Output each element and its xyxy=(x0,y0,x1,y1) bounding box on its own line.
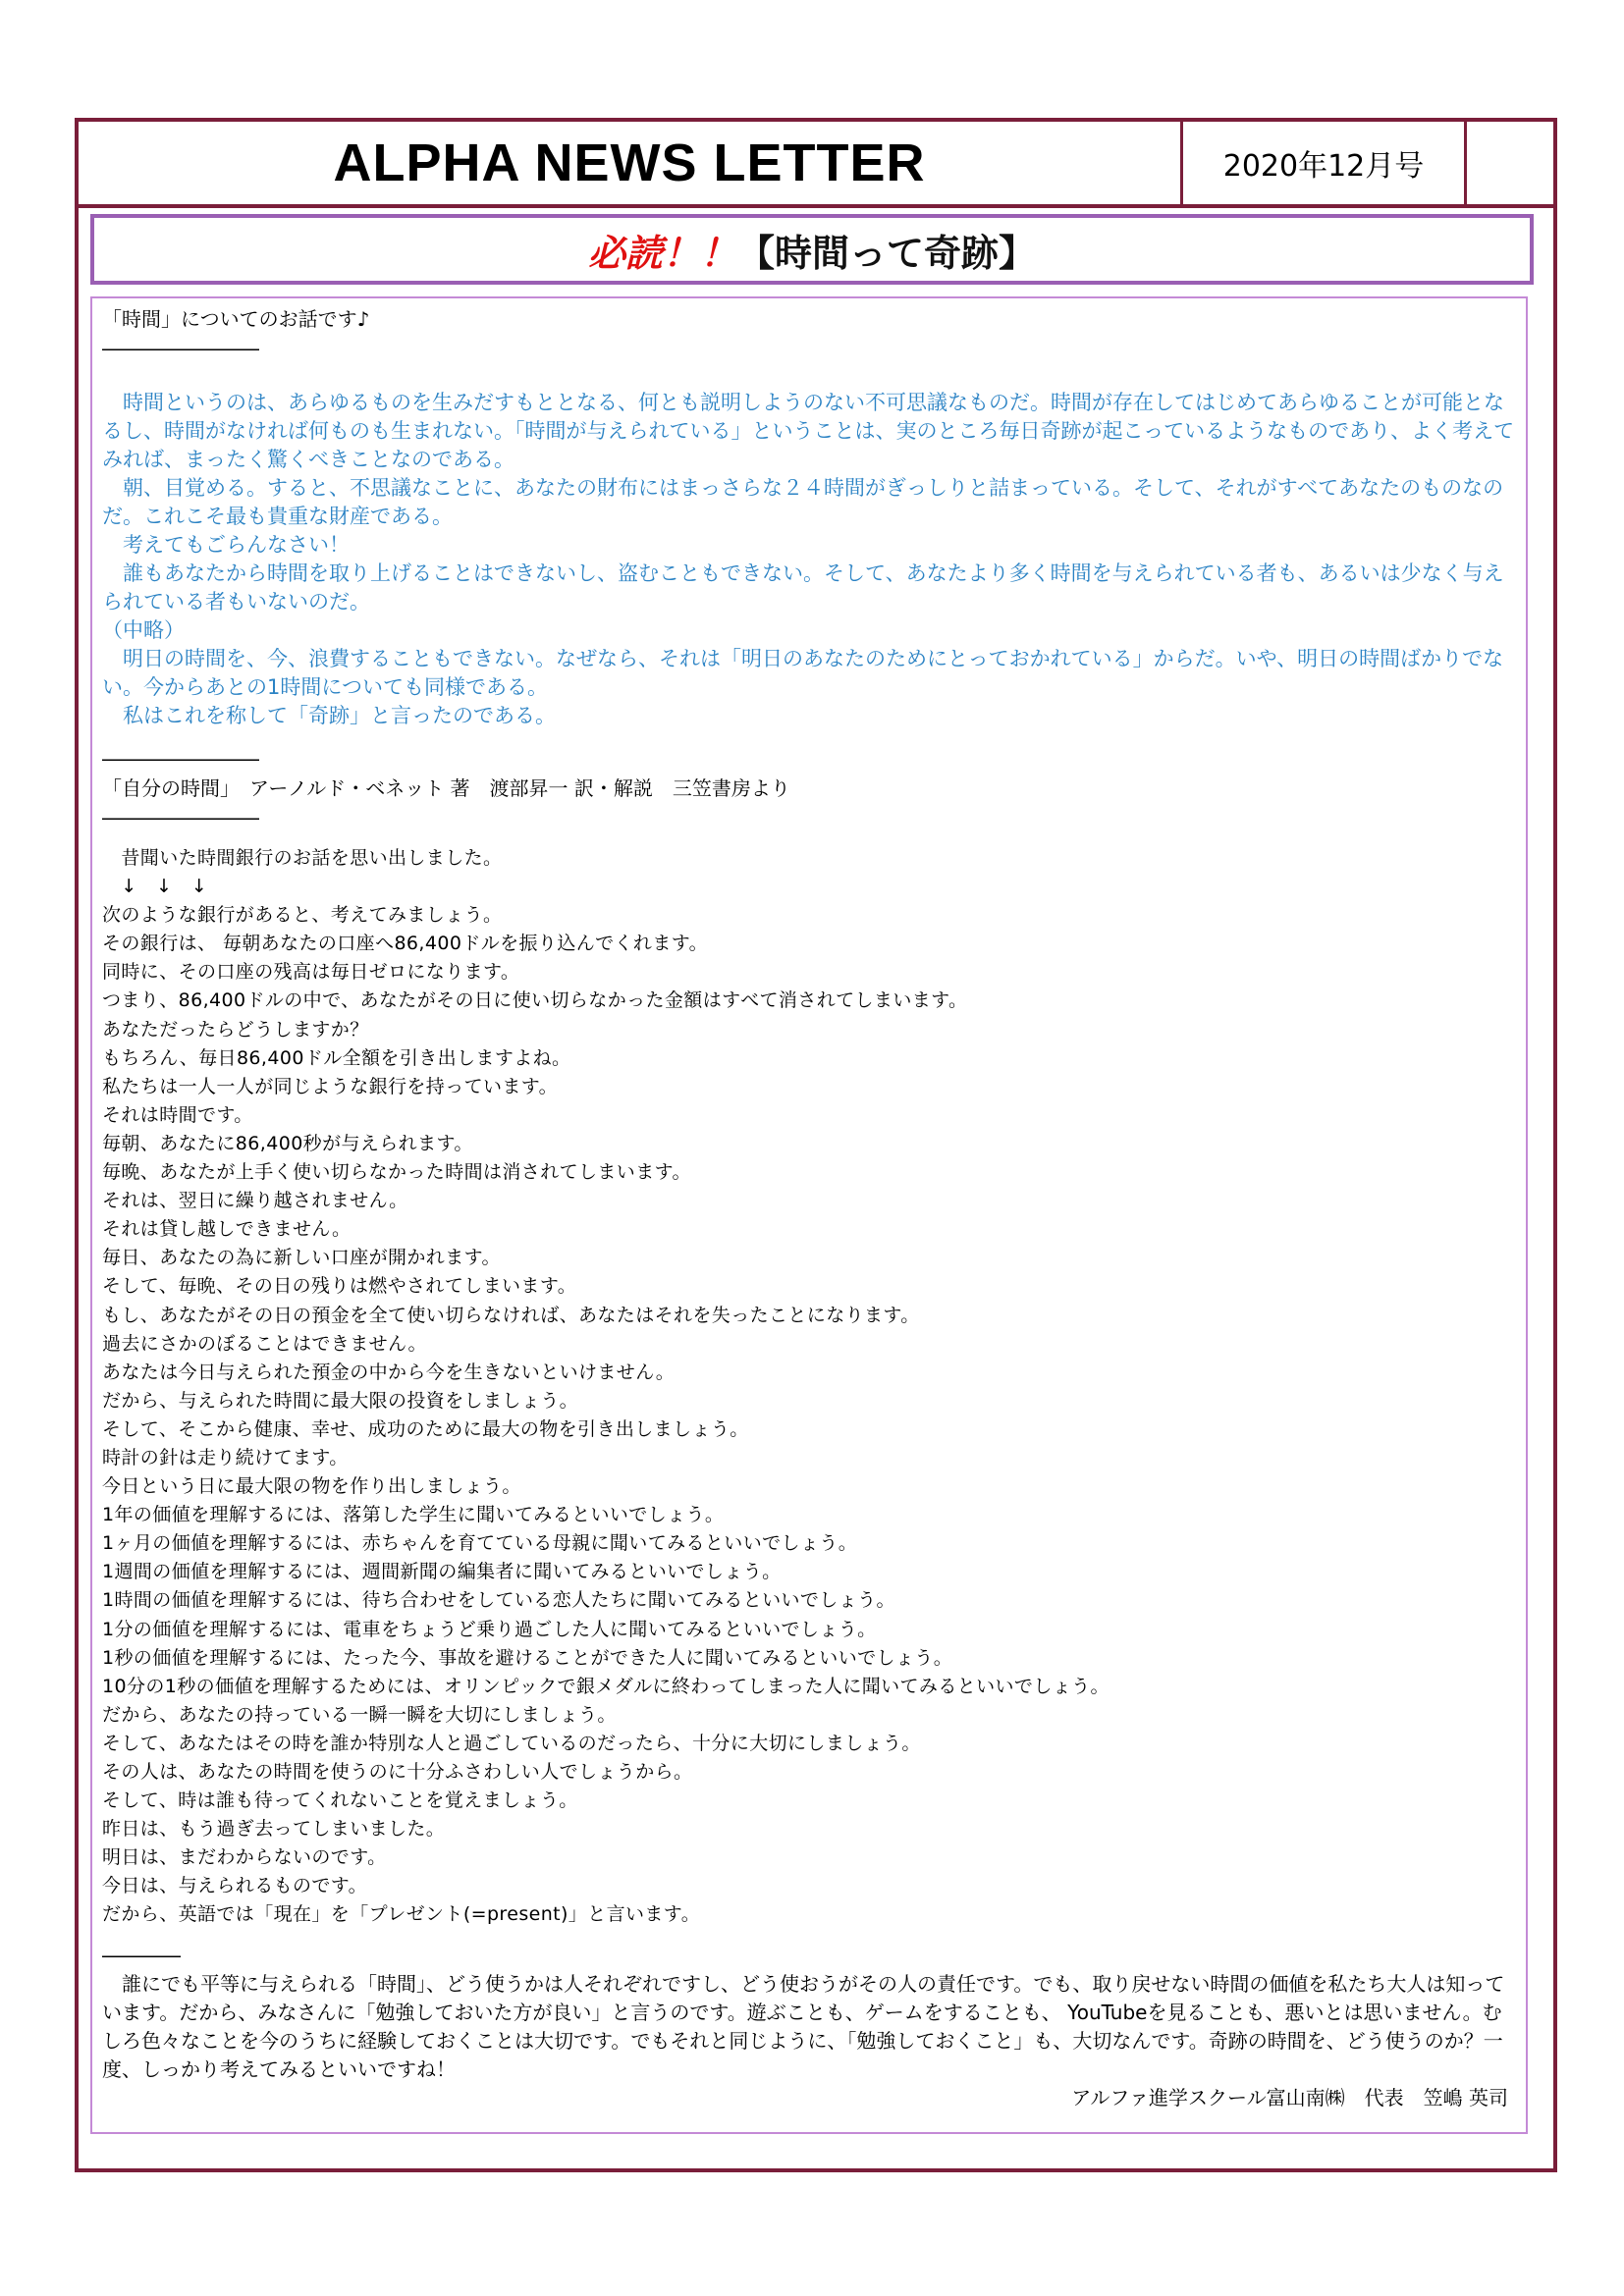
story-line: その人は、あなたの時間を使うのに十分ふさわしい人でしょうから。 xyxy=(102,1761,693,1783)
story-line: 1時間の価値を理解するには、待ち合わせをしている恋人たちに聞いてみるといいでしょう。 xyxy=(102,1589,895,1612)
story-line: 1年の価値を理解するには、落第した学生に聞いてみるといいでしょう。 xyxy=(102,1504,725,1526)
story-line: あなただったらどうしますか？ xyxy=(102,1018,369,1041)
story-line: あなたは今日与えられた預金の中から今を生きないといけません。 xyxy=(102,1361,676,1383)
quote-paragraph: 朝、目覚める。すると、不思議なことに、あなたの財布にはまっさらな２４時間がぎっしりと詰まっている。そして、それがすべてあなたのものなのだ。これこそ最も貴重な財産である。 xyxy=(102,476,1504,528)
story-line: だから、英語では「現在」を「プレゼント(=present)」と言います。 xyxy=(102,1903,701,1926)
story-line: だから、あなたの持っている一瞬一瞬を大切にしましょう。 xyxy=(102,1703,617,1726)
story-line: そして、毎晩、その日の残りは燃やされてしまいます。 xyxy=(102,1275,577,1298)
story-line: 私たちは一人一人が同じような銀行を持っています。 xyxy=(102,1075,559,1097)
story-line: 10分の1秒の価値を理解するためには、オリンピックで銀メダルに終わってしまった人に聞いてみるといいでしょう。 xyxy=(102,1675,1110,1697)
story-line: 時計の針は走り続けてます。 xyxy=(102,1446,349,1468)
article-banner xyxy=(90,214,1534,285)
header-empty-cell xyxy=(1467,122,1553,204)
story-line: 昨日は、もう過ぎ去ってしまいました。 xyxy=(102,1818,446,1841)
quote-paragraph: 明日の時間を、今、浪費することもできない。なぜなら、それは「明日のあなたのためにとっておかれている」からだ。いや、明日の時間ばかりでない。今からあとの1時間についても同様である。 xyxy=(102,647,1504,699)
quote-paragraph: 時間というのは、あらゆるものを生みだすもととなる、何とも説明しようのない不可思議なものだ。時間が存在してはじめてあらゆることが可能となるし、時間がなければ何ものも生まれない。「時間が与えられている」ということは、実のところ毎日奇跡が起こっているようなものであり、よく考えてみれば、まったく驚くべきことなのである。 xyxy=(102,391,1515,471)
story-line: その銀行は、 毎朝あなたの口座へ86,400ドルを振り込んでくれます。 xyxy=(102,933,709,955)
story-line: それは、翌日に繰り越されません。 xyxy=(102,1190,408,1212)
quote-paragraph: 考えてもごらんなさい！ xyxy=(102,533,350,557)
story-line: そして、そこから健康、幸せ、成功のために最大の物を引き出しましょう。 xyxy=(102,1417,749,1440)
story-line: 同時に、その口座の残高は毎日ゼロになります。 xyxy=(102,961,520,984)
must-read-label: 必読！！ xyxy=(587,231,737,275)
citation-source: 「自分の時間」 アーノルド・ベネット 著 渡部昇一 訳・解説 三笠書房より xyxy=(102,776,790,800)
story-line: もちろん、毎日86,400ドル全額を引き出しますよね。 xyxy=(102,1046,571,1069)
intro-section xyxy=(102,304,1516,363)
story-line: それは時間です。 xyxy=(102,1103,253,1126)
closing-paragraph: 誰にでも平等に与えられる「時間」、どう使うかは人それぞれですし、どう使おうがその人の責任です。でも、取り戻せない時間の価値を私たち大人は知っています。だから、みなさんに「勉強しておいた方が良い」と言うのです。遊ぶことも、ゲームをすることも、 YouTubeを見ることも、悪いとは思いません。むしろ色々なことを今のうちに経験しておくことは大切です。でもそれと同じように、「勉強しておくこと」も、大切なんです。奇跡の時間を、どう使うのか？一度、しっかり考えてみるといいですね！ xyxy=(102,1972,1505,2081)
newsletter-title: ALPHA NEWS LETTER xyxy=(79,122,1183,204)
intro-rule: ―――――――― xyxy=(102,337,259,360)
closing-section xyxy=(102,1942,1516,2112)
issue-date: 2020年12月号 xyxy=(1183,122,1467,204)
story-line: そして、時は誰も待ってくれないことを覚えましょう。 xyxy=(102,1789,578,1812)
story-line: 毎朝、あなたに86,400秒が与えられます。 xyxy=(102,1132,473,1154)
story-line: 次のような銀行があると、考えてみましょう。 xyxy=(102,904,503,927)
quote-paragraph: 私はこれを称して「奇跡」と言ったのである。 xyxy=(102,704,556,727)
author-signature: アルファ進学スクール富山南㈱ 代表 笠嶋 英司 xyxy=(1071,2086,1508,2109)
story-line: そして、あなたはその時を誰か特別な人と過ごしているのだったら、十分に大切にしましょう。 xyxy=(102,1732,921,1754)
story-line: もし、あなたがその日の預金を全て使い切らなければ、あなたはそれを失ったことになります。 xyxy=(102,1304,920,1326)
story-line: 過去にさかのぼることはできません。 xyxy=(102,1332,427,1355)
story-line: だから、与えられた時間に最大限の投資をしましょう。 xyxy=(102,1389,579,1412)
citation-rule-top: ―――――――― xyxy=(102,747,259,771)
citation-section xyxy=(102,744,1516,832)
story-line: 1週間の価値を理解するには、週間新聞の編集者に聞いてみるといいでしょう。 xyxy=(102,1561,782,1583)
quote-paragraph: 誰もあなたから時間を取り上げることはできないし、盗むこともできない。そして、あなたより多く時間を与えられている者も、あるいは少なく与えられている者もいないのだ。 xyxy=(102,561,1504,614)
story-line: 1ヶ月の価値を理解するには、赤ちゃんを育てている母親に聞いてみるといいでしょう。 xyxy=(102,1532,858,1555)
story-line: 昔聞いた時間銀行のお話を思い出しました。 xyxy=(102,847,503,869)
intro-lead: 「時間」についてのお話です♪ xyxy=(102,307,370,331)
quote-paragraph: （中略） xyxy=(102,618,185,642)
story-line: 今日という日に最大限の物を作り出しましょう。 xyxy=(102,1475,521,1498)
story-line: 毎晩、あなたが上手く使い切らなかった時間は消されてしまいます。 xyxy=(102,1161,691,1184)
story-line: それは貸し越しできません。 xyxy=(102,1218,352,1241)
story-line: 1分の価値を理解するには、電車をちょうど乗り過ごした人に聞いてみるといいでしょう。 xyxy=(102,1618,877,1640)
story-line: 1秒の価値を理解するには、たった今、事故を避けることができた人に聞いてみるといいでしょう。 xyxy=(102,1646,953,1669)
citation-rule-bottom: ―――――――― xyxy=(102,806,259,829)
story-line: ↓ ↓ ↓ xyxy=(102,876,208,898)
closing-rule: ―――― xyxy=(102,1944,181,1967)
story-line: 毎日、あなたの為に新しい口座が開かれます。 xyxy=(102,1247,501,1269)
story-line: つまり、86,400ドルの中で、あなたがその日に使い切らなかった金額はすべて消されてしまいます。 xyxy=(102,989,968,1012)
time-bank-story xyxy=(102,844,1516,1930)
story-line: 今日は、与えられるものです。 xyxy=(102,1875,368,1897)
quoted-passage xyxy=(102,389,1516,730)
newsletter-header xyxy=(75,118,1557,208)
story-line: 明日は、まだわからないのです。 xyxy=(102,1846,387,1869)
article-heading: 【時間って奇跡】 xyxy=(737,231,1037,275)
